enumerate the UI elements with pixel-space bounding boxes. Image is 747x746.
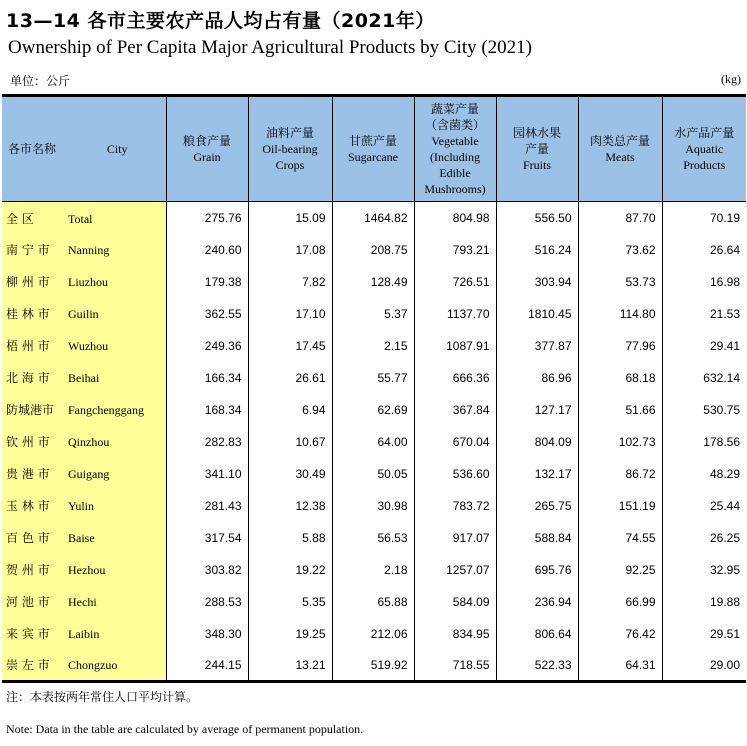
footnote-english: Note: Data in the table are calculated by average of permanent population. xyxy=(6,722,364,736)
city-cell xyxy=(2,650,166,682)
city-name-cn: 崇 左 市 xyxy=(6,658,50,673)
header-vegetable-cn2: （含菌类） xyxy=(424,118,485,132)
value-cell-veg: 917.07 xyxy=(414,522,496,554)
header-vegetable-en3: Edible xyxy=(439,166,471,180)
value-cell-fruit: 86.96 xyxy=(496,362,578,394)
header-aquatic-en2: Products xyxy=(683,158,726,172)
header-fruits-cn2: 产量 xyxy=(524,142,549,156)
value-cell-grain: 249.36 xyxy=(166,330,248,362)
value-cell-oil: 13.21 xyxy=(248,650,332,682)
value-cell-aqua: 70.19 xyxy=(662,202,746,234)
value-cell-oil: 12.38 xyxy=(248,490,332,522)
value-cell-fruit: 265.75 xyxy=(496,490,578,522)
city-name-cn: 贺 州 市 xyxy=(6,563,50,577)
city-name-cn: 北 海 市 xyxy=(6,371,50,385)
value-cell-grain: 348.30 xyxy=(166,618,248,650)
city-name-cn: 贵 港 市 xyxy=(6,467,50,481)
city-cell xyxy=(2,266,166,298)
city-name-en: Liuzhou xyxy=(68,275,108,289)
city-name-cn: 百 色 市 xyxy=(6,531,50,545)
value-cell-veg: 726.51 xyxy=(414,266,496,298)
value-cell-meat: 64.31 xyxy=(578,650,662,682)
value-cell-oil: 19.25 xyxy=(248,618,332,650)
value-cell-sugar: 30.98 xyxy=(332,490,414,522)
value-cell-sugar: 65.88 xyxy=(332,586,414,618)
city-name-en: Hechi xyxy=(68,595,97,609)
value-cell-grain: 341.10 xyxy=(166,458,248,490)
value-cell-fruit: 132.17 xyxy=(496,458,578,490)
header-city xyxy=(2,96,166,202)
header-city-en: City xyxy=(106,142,128,156)
city-name-cn: 钦 州 市 xyxy=(6,435,50,449)
city-cell xyxy=(2,426,166,458)
value-cell-grain: 317.54 xyxy=(166,522,248,554)
value-cell-fruit: 695.76 xyxy=(496,554,578,586)
value-cell-grain: 281.43 xyxy=(166,490,248,522)
value-cell-sugar: 55.77 xyxy=(332,362,414,394)
header-sugarcane-cn: 甘蔗产量 xyxy=(348,134,397,148)
header-grain xyxy=(166,96,248,202)
value-cell-meat: 51.66 xyxy=(578,394,662,426)
value-cell-aqua: 530.75 xyxy=(662,394,746,426)
value-cell-veg: 834.95 xyxy=(414,618,496,650)
unit-label-english: (kg) xyxy=(721,72,741,86)
header-vegetable-en1: Vegetable xyxy=(431,134,479,148)
table-title-english: Ownership of Per Capita Major Agricultural Products by City (2021) xyxy=(8,37,533,58)
city-cell xyxy=(2,490,166,522)
value-cell-oil: 5.35 xyxy=(248,586,332,618)
header-oil-en2: Crops xyxy=(275,158,305,172)
table-row xyxy=(2,362,746,394)
value-cell-aqua: 19.88 xyxy=(662,586,746,618)
value-cell-veg: 1137.70 xyxy=(414,298,496,330)
city-name-en: Guigang xyxy=(68,467,110,481)
value-cell-veg: 804.98 xyxy=(414,202,496,234)
value-cell-grain: 362.55 xyxy=(166,298,248,330)
value-cell-fruit: 804.09 xyxy=(496,426,578,458)
city-cell xyxy=(2,586,166,618)
city-name-en: Guilin xyxy=(68,307,99,321)
city-name-en: Total xyxy=(68,212,93,227)
table-row xyxy=(2,202,746,234)
value-cell-veg: 793.21 xyxy=(414,234,496,266)
value-cell-veg: 783.72 xyxy=(414,490,496,522)
header-oil-en1: Oil-bearing xyxy=(262,142,318,156)
city-name-en: Chongzuo xyxy=(68,658,118,673)
value-cell-veg: 666.36 xyxy=(414,362,496,394)
header-vegetable-en4: Mushrooms) xyxy=(424,182,486,196)
value-cell-aqua: 21.53 xyxy=(662,298,746,330)
city-name-cn: 柳 州 市 xyxy=(6,275,50,289)
value-cell-oil: 19.22 xyxy=(248,554,332,586)
value-cell-sugar: 56.53 xyxy=(332,522,414,554)
header-aquatic-cn: 水产品产量 xyxy=(674,126,735,140)
value-cell-meat: 76.42 xyxy=(578,618,662,650)
value-cell-sugar: 128.49 xyxy=(332,266,414,298)
value-cell-aqua: 178.56 xyxy=(662,426,746,458)
value-cell-aqua: 32.95 xyxy=(662,554,746,586)
value-cell-oil: 10.67 xyxy=(248,426,332,458)
value-cell-fruit: 236.94 xyxy=(496,586,578,618)
city-cell xyxy=(2,234,166,266)
header-fruits-cn1: 园林水果 xyxy=(512,126,561,140)
value-cell-aqua: 48.29 xyxy=(662,458,746,490)
value-cell-sugar: 2.18 xyxy=(332,554,414,586)
value-cell-oil: 6.94 xyxy=(248,394,332,426)
city-name-cn: 桂 林 市 xyxy=(6,307,50,321)
value-cell-veg: 536.60 xyxy=(414,458,496,490)
value-cell-fruit: 516.24 xyxy=(496,234,578,266)
header-city-cn: 各市名称 xyxy=(8,142,57,156)
city-name-en: Laibin xyxy=(68,627,100,641)
value-cell-grain: 179.38 xyxy=(166,266,248,298)
header-meats-en: Meats xyxy=(605,150,635,164)
value-cell-meat: 151.19 xyxy=(578,490,662,522)
unit-label-chinese: 单位：公斤 xyxy=(10,74,71,88)
city-cell xyxy=(2,554,166,586)
table-body xyxy=(2,202,746,682)
table-row xyxy=(2,586,746,618)
value-cell-grain: 244.15 xyxy=(166,650,248,682)
header-oil-cn: 油料产量 xyxy=(265,126,314,140)
value-cell-sugar: 5.37 xyxy=(332,298,414,330)
value-cell-grain: 282.83 xyxy=(166,426,248,458)
header-grain-en: Grain xyxy=(193,150,221,164)
value-cell-fruit: 1810.45 xyxy=(496,298,578,330)
city-cell xyxy=(2,458,166,490)
city-name-cn: 来 宾 市 xyxy=(6,627,50,641)
value-cell-meat: 73.62 xyxy=(578,234,662,266)
table-row xyxy=(2,458,746,490)
value-cell-oil: 5.88 xyxy=(248,522,332,554)
value-cell-sugar: 1464.82 xyxy=(332,202,414,234)
value-cell-meat: 102.73 xyxy=(578,426,662,458)
header-sugarcane-en: Sugarcane xyxy=(348,150,398,164)
value-cell-sugar: 2.15 xyxy=(332,330,414,362)
value-cell-grain: 303.82 xyxy=(166,554,248,586)
header-aquatic xyxy=(662,96,746,202)
city-name-cn: 玉 林 市 xyxy=(6,499,50,513)
table-row xyxy=(2,234,746,266)
header-meats xyxy=(578,96,662,202)
header-vegetable-en2: (Including xyxy=(430,150,480,164)
city-name-en: Baise xyxy=(68,531,95,545)
table-row xyxy=(2,394,746,426)
table-row xyxy=(2,554,746,586)
table-row xyxy=(2,266,746,298)
value-cell-meat: 77.96 xyxy=(578,330,662,362)
value-cell-meat: 92.25 xyxy=(578,554,662,586)
header-vegetable-cn1: 蔬菜产量 xyxy=(430,102,479,116)
value-cell-meat: 114.80 xyxy=(578,298,662,330)
city-name-en: Wuzhou xyxy=(68,339,109,353)
header-fruits-en: Fruits xyxy=(522,158,551,172)
value-cell-meat: 74.55 xyxy=(578,522,662,554)
footnote-chinese: 注：本表按两年常住人口平均计算。 xyxy=(6,690,199,704)
city-cell xyxy=(2,202,166,234)
value-cell-aqua: 632.14 xyxy=(662,362,746,394)
value-cell-oil: 17.45 xyxy=(248,330,332,362)
value-cell-aqua: 26.64 xyxy=(662,234,746,266)
value-cell-sugar: 212.06 xyxy=(332,618,414,650)
city-name-cn: 全 区 xyxy=(6,212,34,227)
table-row xyxy=(2,618,746,650)
city-name-cn: 南 宁 市 xyxy=(6,243,50,257)
table-row xyxy=(2,298,746,330)
value-cell-aqua: 29.51 xyxy=(662,618,746,650)
value-cell-fruit: 588.84 xyxy=(496,522,578,554)
table-row xyxy=(2,522,746,554)
value-cell-sugar: 62.69 xyxy=(332,394,414,426)
city-cell xyxy=(2,330,166,362)
value-cell-sugar: 519.92 xyxy=(332,650,414,682)
city-name-cn: 防城港市 xyxy=(6,403,55,417)
value-cell-fruit: 522.33 xyxy=(496,650,578,682)
value-cell-grain: 288.53 xyxy=(166,586,248,618)
city-name-en: Qinzhou xyxy=(68,435,110,449)
header-sugarcane xyxy=(332,96,414,202)
value-cell-oil: 30.49 xyxy=(248,458,332,490)
header-grain-cn: 粮食产量 xyxy=(182,134,231,148)
value-cell-aqua: 25.44 xyxy=(662,490,746,522)
city-name-cn: 河 池 市 xyxy=(6,595,50,609)
value-cell-meat: 53.73 xyxy=(578,266,662,298)
value-cell-veg: 718.55 xyxy=(414,650,496,682)
value-cell-meat: 86.72 xyxy=(578,458,662,490)
value-cell-oil: 17.10 xyxy=(248,298,332,330)
value-cell-oil: 17.08 xyxy=(248,234,332,266)
header-fruits xyxy=(496,96,578,202)
city-cell xyxy=(2,362,166,394)
value-cell-sugar: 64.00 xyxy=(332,426,414,458)
header-vegetable xyxy=(414,96,496,202)
value-cell-meat: 68.18 xyxy=(578,362,662,394)
value-cell-fruit: 556.50 xyxy=(496,202,578,234)
value-cell-oil: 26.61 xyxy=(248,362,332,394)
value-cell-fruit: 806.64 xyxy=(496,618,578,650)
value-cell-sugar: 208.75 xyxy=(332,234,414,266)
value-cell-veg: 1087.91 xyxy=(414,330,496,362)
value-cell-aqua: 26.25 xyxy=(662,522,746,554)
value-cell-oil: 15.09 xyxy=(248,202,332,234)
value-cell-sugar: 50.05 xyxy=(332,458,414,490)
value-cell-fruit: 303.94 xyxy=(496,266,578,298)
city-cell xyxy=(2,394,166,426)
city-name-en: Yulin xyxy=(68,499,95,513)
value-cell-veg: 1257.07 xyxy=(414,554,496,586)
value-cell-aqua: 16.98 xyxy=(662,266,746,298)
city-cell xyxy=(2,618,166,650)
city-name-cn: 梧 州 市 xyxy=(6,339,50,353)
value-cell-grain: 166.34 xyxy=(166,362,248,394)
value-cell-veg: 670.04 xyxy=(414,426,496,458)
header-aquatic-en1: Aquatic xyxy=(685,142,724,156)
value-cell-aqua: 29.00 xyxy=(662,650,746,682)
value-cell-grain: 168.34 xyxy=(166,394,248,426)
value-cell-grain: 275.76 xyxy=(166,202,248,234)
city-cell xyxy=(2,298,166,330)
value-cell-fruit: 377.87 xyxy=(496,330,578,362)
value-cell-veg: 584.09 xyxy=(414,586,496,618)
header-row xyxy=(2,96,746,202)
value-cell-veg: 367.84 xyxy=(414,394,496,426)
table-row xyxy=(2,426,746,458)
table-row xyxy=(2,650,746,682)
value-cell-meat: 66.99 xyxy=(578,586,662,618)
header-meats-cn: 肉类总产量 xyxy=(589,134,650,148)
city-name-en: Fangchenggang xyxy=(68,403,144,417)
city-name-en: Nanning xyxy=(68,243,110,257)
header-oil xyxy=(248,96,332,202)
value-cell-meat: 87.70 xyxy=(578,202,662,234)
table-title-chinese: 13—14 各市主要农产品人均占有量（2021年） xyxy=(6,10,435,32)
value-cell-fruit: 127.17 xyxy=(496,394,578,426)
city-name-en: Hezhou xyxy=(68,563,106,577)
city-cell xyxy=(2,522,166,554)
city-name-en: Beihai xyxy=(68,371,100,385)
table-row xyxy=(2,330,746,362)
value-cell-grain: 240.60 xyxy=(166,234,248,266)
agri-products-table xyxy=(2,94,746,683)
value-cell-aqua: 29.41 xyxy=(662,330,746,362)
table-row xyxy=(2,490,746,522)
value-cell-oil: 7.82 xyxy=(248,266,332,298)
